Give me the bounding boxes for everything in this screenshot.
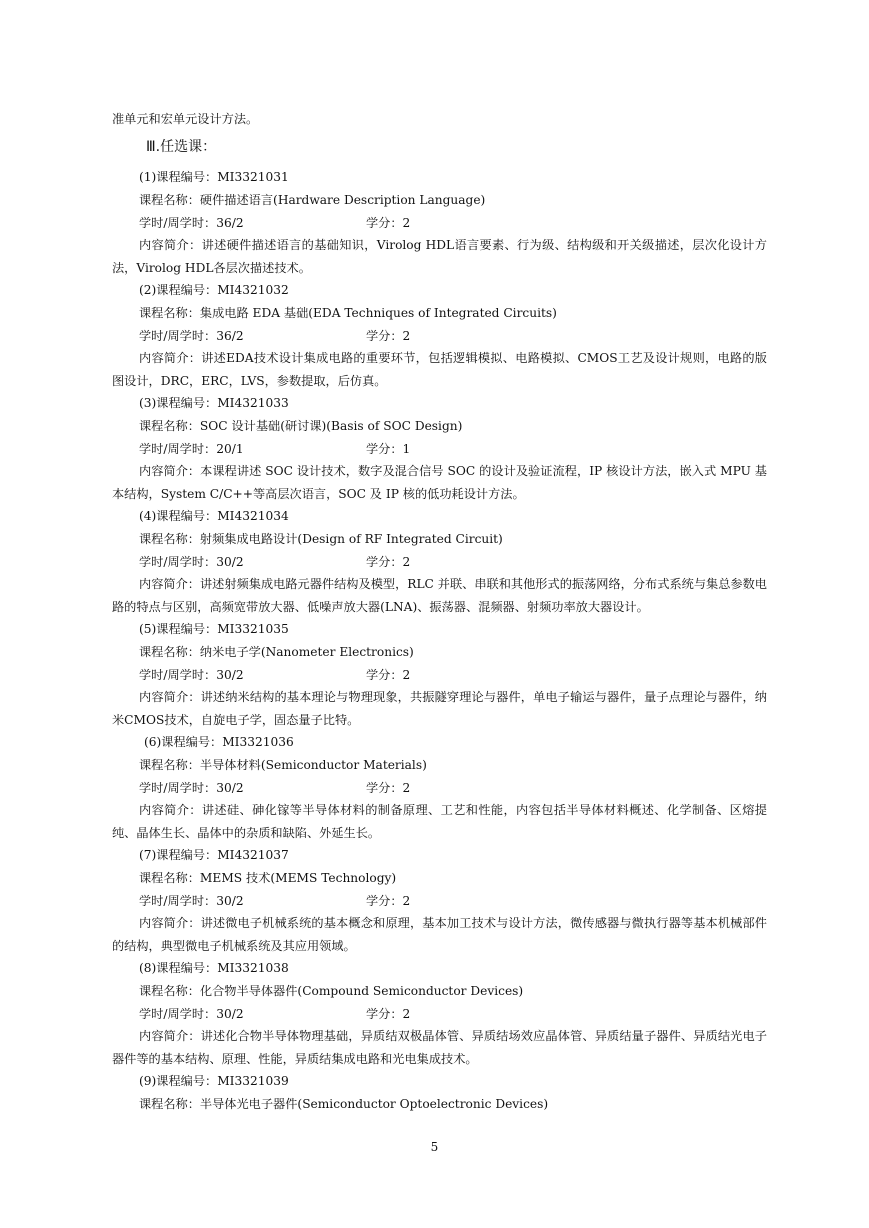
course-name: 课程名称：半导体材料(Semiconductor Materials): [139, 758, 427, 772]
course-name: 课程名称：MEMS 技术(MEMS Technology): [139, 871, 397, 885]
course-description: 内容简介：讲述射频集成电路元器件结构及模型，RLC 并联、串联和其他形式的振荡网络，分布式系统与集总参数电路的特点与区别，高频宽带放大器、低噪声放大器(LNA)、振荡器、混频器、射频功率放大器设计。: [112, 577, 767, 614]
course-name: 课程名称：SOC 设计基础(研讨课)(Basis of SOC Design): [139, 419, 463, 433]
course-code: (2)课程编号：MI4321032: [139, 283, 289, 297]
course-code: (5)课程编号：MI3321035: [139, 622, 289, 636]
intro-tail: 准单元和宏单元设计方法。: [112, 112, 259, 126]
course-code: (7)课程编号：MI4321037: [139, 848, 289, 862]
course-description: 内容简介：讲述硅、砷化镓等半导体材料的制备原理、工艺和性能，内容包括半导体材料概述、化学制备、区熔提纯、晶体生长、晶体中的杂质和缺陷、外延生长。: [112, 803, 767, 840]
course-description: 内容简介：讲述化合物半导体物理基础，异质结双极晶体管、异质结场效应晶体管、异质结量子器件、异质结光电子器件等的基本结构、原理、性能，异质结集成电路和光电集成技术。: [112, 1029, 767, 1066]
course-name: 课程名称：硬件描述语言(Hardware Description Language): [139, 193, 486, 207]
course-code: (4)课程编号：MI4321034: [139, 509, 289, 523]
course-credit: 学分：1: [366, 442, 411, 456]
course-code: (6)课程编号：MI3321036: [144, 735, 294, 749]
course-credit: 学分：2: [366, 894, 411, 908]
course-hours: 学时/周学时：30/2: [139, 781, 244, 795]
course-code: (3)课程编号：MI4321033: [139, 396, 289, 410]
course-description: 内容简介：讲述纳米结构的基本理论与物理现象，共振隧穿理论与器件，单电子输运与器件，量子点理论与器件，纳米CMOS技术，自旋电子学，固态量子比特。: [112, 690, 767, 727]
course-name: 课程名称：半导体光电子器件(Semiconductor Optoelectronic Devices): [139, 1097, 549, 1111]
course-credit: 学分：2: [366, 668, 411, 682]
page-number: 5: [430, 1140, 439, 1154]
course-hours: 学时/周学时：30/2: [139, 555, 244, 569]
course-name: 课程名称：集成电路 EDA 基础(EDA Techniques of Integrated Circuits): [139, 306, 557, 320]
course-hours: 学时/周学时：20/1: [139, 442, 244, 456]
course-name: 课程名称：纳米电子学(Nanometer Electronics): [139, 645, 414, 659]
course-hours: 学时/周学时：30/2: [139, 668, 244, 682]
course-description: 内容简介：本课程讲述 SOC 设计技术，数字及混合信号 SOC 的设计及验证流程，IP 核设计方法，嵌入式 MPU 基本结构，System C/C++等高层次语言，SOC 及 IP 核的低功耗设计方法。: [112, 464, 767, 501]
course-description: 内容简介：讲述硬件描述语言的基础知识，Virolog HDL语言要素、行为级、结构级和开关级描述，层次化设计方法，Virolog HDL各层次描述技术。: [112, 238, 767, 275]
course-name: 课程名称：射频集成电路设计(Design of RF Integrated Circuit): [139, 532, 503, 546]
course-hours: 学时/周学时：36/2: [139, 329, 244, 343]
course-code: (9)课程编号：MI3321039: [139, 1074, 289, 1088]
course-credit: 学分：2: [366, 781, 411, 795]
course-description: 内容简介：讲述EDA技术设计集成电路的重要环节，包括逻辑模拟、电路模拟、CMOS工艺及设计规则，电路的版图设计，DRC，ERC，LVS，参数提取，后仿真。: [112, 351, 767, 388]
section-heading: Ⅲ.任选课：: [146, 139, 217, 155]
course-hours: 学时/周学时：30/2: [139, 894, 244, 908]
course-hours: 学时/周学时：30/2: [139, 1007, 244, 1021]
course-name: 课程名称：化合物半导体器件(Compound Semiconductor Devices): [139, 984, 524, 998]
course-code: (8)课程编号：MI3321038: [139, 961, 289, 975]
course-credit: 学分：2: [366, 329, 411, 343]
course-description: 内容简介：讲述微电子机械系统的基本概念和原理，基本加工技术与设计方法，微传感器与微执行器等基本机械部件的结构，典型微电子机械系统及其应用领域。: [112, 916, 767, 953]
course-hours: 学时/周学时：36/2: [139, 216, 244, 230]
course-credit: 学分：2: [366, 216, 411, 230]
course-credit: 学分：2: [366, 1007, 411, 1021]
course-code: (1)课程编号：MI3321031: [139, 170, 289, 184]
course-credit: 学分：2: [366, 555, 411, 569]
